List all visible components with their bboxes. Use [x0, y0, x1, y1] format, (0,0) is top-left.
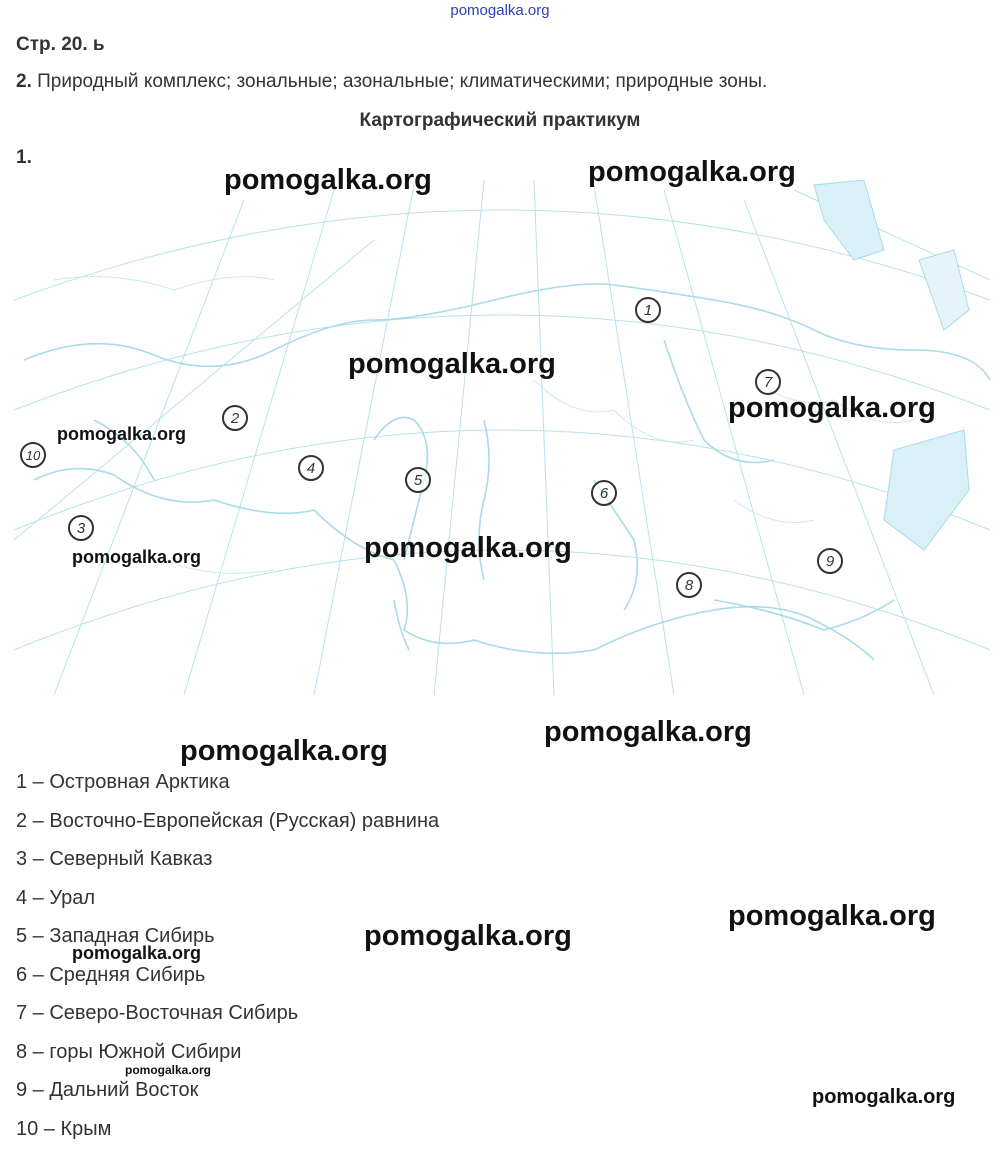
region-border [734, 500, 814, 523]
legend-item-4: 4 – Урал [16, 886, 96, 909]
watermark: pomogalka.org [180, 735, 388, 767]
meridian-line [434, 180, 484, 695]
watermark: pomogalka.org [72, 943, 202, 963]
map-marker-7: 7 [755, 369, 781, 395]
watermark: pomogalka.org [364, 920, 572, 952]
legend-item-6: 6 – Средняя Сибирь [16, 963, 206, 986]
sea-area [919, 250, 969, 330]
answer-2-text: Природный комплекс; зональные; азональные; климатическими; природные зоны. [37, 71, 768, 92]
map-marker-3: 3 [68, 515, 94, 541]
region-border [54, 277, 274, 290]
watermark: pomogalka.org [812, 1086, 956, 1108]
meridian-line [184, 190, 334, 695]
sea-area [814, 180, 884, 260]
region-border [534, 380, 694, 442]
legend-item-3: 3 – Северный Кавказ [16, 848, 213, 870]
watermark: pomogalka.org [224, 164, 432, 196]
map-marker-6: 6 [591, 480, 617, 506]
map-marker-2: 2 [222, 405, 248, 431]
map-marker-8: 8 [676, 572, 702, 598]
map-marker-5: 5 [405, 467, 431, 493]
meridian-line [314, 185, 414, 695]
legend-item-5: 5 – Западная Сибирь [16, 925, 215, 947]
answer-2-number: 2. [16, 71, 32, 92]
map-marker-9: 9 [817, 548, 843, 574]
map-marker-4: 4 [298, 455, 324, 481]
watermark: pomogalka.org [125, 1063, 212, 1077]
meridian-line [534, 180, 554, 695]
legend-item-7: 7 – Северо-Восточная Сибирь [16, 1002, 299, 1024]
watermark: pomogalka.org [364, 532, 572, 564]
task-1-number: 1. [16, 147, 32, 168]
meridian-line [664, 190, 804, 695]
legend-item-8: 8 – горы Южной Сибири [16, 1040, 242, 1063]
watermark: pomogalka.org [57, 424, 187, 444]
meridian-line [54, 200, 244, 695]
parallel-line [14, 430, 990, 530]
map-marker-1: 1 [635, 297, 661, 323]
legend-item-10: 10 – Крым [16, 1117, 112, 1140]
watermark: pomogalka.org [588, 156, 796, 188]
legend-item-9: 9 – Дальний Восток [16, 1079, 199, 1101]
watermark: pomogalka.org [728, 392, 936, 424]
top-site-link[interactable]: pomogalka.org [450, 2, 550, 19]
section-heading: Картографический практикум [359, 110, 641, 131]
watermark: pomogalka.org [348, 348, 556, 380]
answer-2 [16, 71, 767, 93]
sea-area [884, 430, 969, 550]
watermark: pomogalka.org [544, 716, 752, 748]
legend-item-1: 1 – Островная Арктика [16, 771, 230, 793]
watermark: pomogalka.org [72, 547, 202, 567]
map-marker-10: 10 [20, 442, 46, 468]
page-reference: Стр. 20. ь [16, 34, 105, 55]
legend-item-2: 2 – Восточно-Европейская (Русская) равнина [16, 809, 440, 832]
watermark: pomogalka.org [728, 900, 936, 932]
